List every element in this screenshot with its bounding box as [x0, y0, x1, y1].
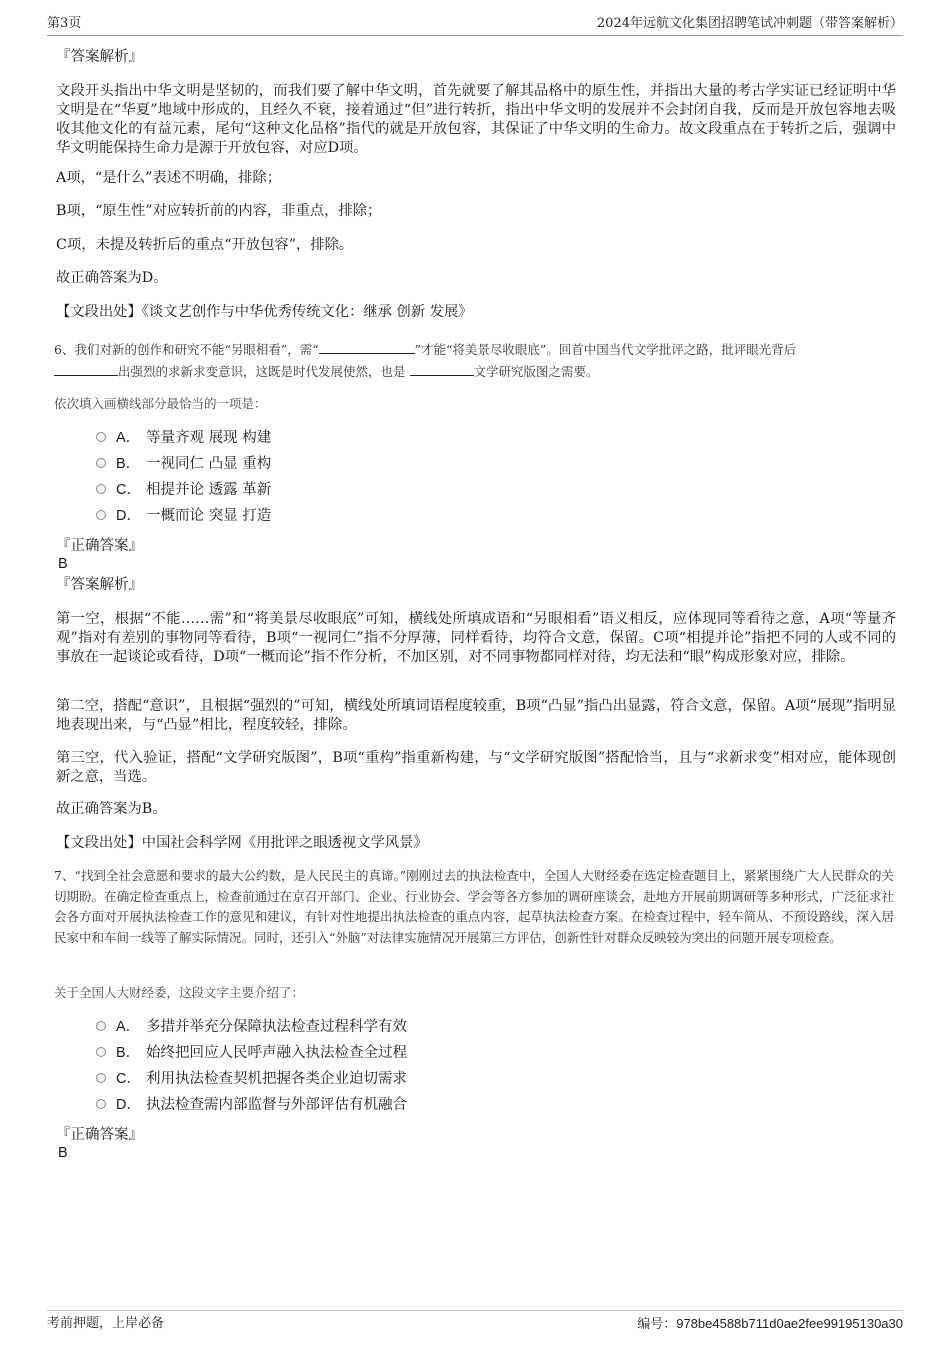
q6-instruction: [54, 395, 894, 413]
option-text: 一概而论 突显 打造: [146, 508, 272, 524]
q6-analysis-label: [56, 576, 896, 594]
q7-option-b[interactable]: [96, 1040, 407, 1066]
option-text: 等量齐观 展现 构建: [146, 430, 272, 446]
q6-options: [96, 425, 271, 529]
code-label: 编号：: [637, 1317, 677, 1332]
conclusion-text: 故正确答案为B。: [56, 801, 167, 817]
radio-button-icon[interactable]: [96, 432, 106, 442]
q6-stem: [54, 339, 894, 382]
q7-stem-text: 7、“找到全社会意愿和要求的最大公约数，是人民民主的真谛。”刚刚过去的执法检查中，全国人大财经委在选定检查题目上，紧紧围绕广大人民群众的关切期盼。在确定检查重点上，检查前通过在京召开部门、企业、行业协会、学会等各方参加的调研座谈会，赴地方开展前期调研等多种形式，广泛征求社会各方面对开展执法检查工作的意见和建议，有针对性地提出执法检查的重点内容，起草执法检查方案。在检查过程中，轻车简从、不预设路线，深入居民家中和车间一线等了解实际情况。同时，还引入“外脑”对法律实施情况开展第三方评估，创新性针对群众反映较为突出的问题开展专项检查。: [54, 868, 894, 945]
q6-stem-part4: 文学研究版图之需要。: [473, 363, 599, 379]
q6-conclusion: [56, 800, 896, 819]
instruction-text: 依次填入画横线部分最恰当的一项是：: [54, 396, 267, 411]
q6-analysis-para2: [56, 697, 896, 735]
q6-stem-part2: ”才能“将美景尽收眼底”。回首中国当代文学批评之路，批评眼光背后: [414, 342, 797, 357]
q6-source: [56, 834, 896, 853]
source-text: 【文段出处】《谈文艺创作与中华优秀传统文化：继承 创新 发展》: [56, 304, 473, 320]
analysis-option-b: B项，“原生性”对应转折前的内容，非重点，排除；: [56, 203, 382, 219]
instruction-text: 关于全国人大财经委，这段文字主要介绍了：: [54, 985, 305, 1000]
q6-option-d[interactable]: [96, 503, 271, 529]
q5-line-a: [56, 169, 896, 188]
blank-line: [319, 339, 415, 354]
q6-option-a[interactable]: [96, 425, 271, 451]
analysis-label: 『答案解析』: [56, 49, 143, 65]
q5-analysis-section: [56, 48, 896, 66]
analysis-option-a: A项，“是什么”表述不明确，排除；: [56, 170, 282, 186]
q6-option-c[interactable]: [96, 477, 271, 503]
q6-stem-part1: 6、我们对新的创作和研究不能“另眼相看”，需“: [54, 342, 319, 357]
footer-slogan: 考前押题，上岸必备: [47, 1316, 165, 1331]
analysis-paragraph: 文段开头指出中华文明是坚韧的，而我们要了解中华文明，首先就要了解其品格中的原生性，并指出大量的考古学实证已经证明中华文明是在“华夏”地域中形成的，且经久不衰，接着通过“但”进行转折，指出中华文明的发展并不会封闭自我，反而是开放包容地去吸收其他文化的有益元素，尾句“这种文化品格”指代的就是开放包容，其保证了中华文明的生命力。故文段重点在于转折之后，强调中华文明能保持生命力是源于开放包容，对应D项。: [56, 83, 896, 156]
radio-button-icon[interactable]: [96, 1047, 106, 1057]
option-text: 一视同仁 凸显 重构: [146, 456, 272, 472]
q7-instruction: [54, 984, 894, 1002]
q6-analysis-para3: [56, 749, 896, 787]
analysis-paragraph: 第一空，根据“不能……需”和“将美景尽收眼底”可知，横线处所填成语和“另眼相看”语义相反，应体现同等看待之意，A项“等量齐观”指对有差别的事物同等看待，B项“一视同仁”指不分厚薄，同样看待，均符合文意，保留。C项“相提并论”指把不同的人或不同的事放在一起谈论或看待，D项“一概而论”指不作分析，不加区别，对不同事物都同样对待，均无法和“眼”构成形象对应，排除。: [56, 611, 896, 665]
correct-answer-value: B: [58, 556, 68, 572]
q7-options: [96, 1014, 407, 1118]
analysis-paragraph: 第二空，搭配“意识”，且根据“强烈的”可知，横线处所填词语程度较重，B项“凸显”指凸出显露，符合文意，保留。A项“展现”指明显地表现出来，与“凸显”相比，程度较轻，排除。: [56, 698, 896, 733]
radio-button-icon[interactable]: [96, 1073, 106, 1083]
q5-conclusion: [56, 269, 896, 288]
q6-stem-part3: 出强烈的求新求变意识，这既是时代发展使然，也是: [118, 363, 406, 379]
blank-line: [54, 361, 118, 376]
correct-answer-value: B: [58, 1145, 68, 1161]
option-letter: B．: [116, 456, 141, 472]
analysis-label: 『答案解析』: [56, 577, 143, 593]
q5-analysis-para: [56, 82, 896, 158]
option-letter: A．: [116, 430, 141, 446]
option-letter: B．: [116, 1045, 141, 1061]
document-title: 2024年远航文化集团招聘笔试冲刺题（带答案解析）: [596, 16, 903, 31]
document-code: [637, 1314, 903, 1335]
radio-button-icon[interactable]: [96, 484, 106, 494]
option-text: 多措并举充分保障执法检查过程科学有效: [146, 1019, 407, 1035]
q7-option-a[interactable]: [96, 1014, 407, 1040]
code-value: 978be4588b711d0ae2fee99195130a30: [676, 1316, 903, 1331]
q5-source: [56, 303, 896, 322]
radio-button-icon[interactable]: [96, 1021, 106, 1031]
q6-option-b[interactable]: [96, 451, 271, 477]
option-letter: D．: [116, 1097, 141, 1113]
option-letter: C．: [116, 482, 141, 498]
page-footer: [47, 1310, 903, 1332]
conclusion-text: 故正确答案为D。: [56, 270, 168, 286]
option-text: 利用执法检查契机把握各类企业迫切需求: [146, 1071, 407, 1087]
blank-line: [410, 361, 474, 376]
correct-answer-label: 『正确答案』: [56, 1127, 143, 1143]
q5-line-c: [56, 236, 896, 255]
option-letter: C．: [116, 1071, 141, 1087]
option-text: 执法检查需内部监督与外部评估有机融合: [146, 1097, 407, 1113]
radio-button-icon[interactable]: [96, 510, 106, 520]
q6-analysis-para1: [56, 610, 896, 667]
q6-correct-answer: [56, 537, 896, 573]
correct-answer-label: 『正确答案』: [56, 538, 143, 554]
q7-option-d[interactable]: [96, 1092, 407, 1118]
option-letter: D．: [116, 508, 141, 524]
page-header: [47, 15, 903, 36]
analysis-option-c: C项，未提及转折后的重点“开放包容”，排除。: [56, 237, 354, 253]
q7-option-c[interactable]: [96, 1066, 407, 1092]
radio-button-icon[interactable]: [96, 458, 106, 468]
q7-correct-answer: [56, 1126, 896, 1162]
option-text: 相提并论 透露 革新: [146, 482, 272, 498]
source-text: 【文段出处】中国社会科学网《用批评之眼透视文学风景》: [56, 835, 428, 851]
radio-button-icon[interactable]: [96, 1099, 106, 1109]
analysis-paragraph: 第三空，代入验证，搭配“文学研究版图”，B项“重构”指重新构建，与“文学研究版图”搭配恰当，且与“求新求变”相对应，能体现创新之意，当选。: [56, 750, 896, 785]
page-number: 第3页: [47, 16, 82, 31]
q5-line-b: [56, 202, 896, 221]
option-letter: A．: [116, 1019, 141, 1035]
option-text: 始终把回应人民呼声融入执法检查全过程: [146, 1045, 407, 1061]
q7-stem: [54, 866, 894, 948]
